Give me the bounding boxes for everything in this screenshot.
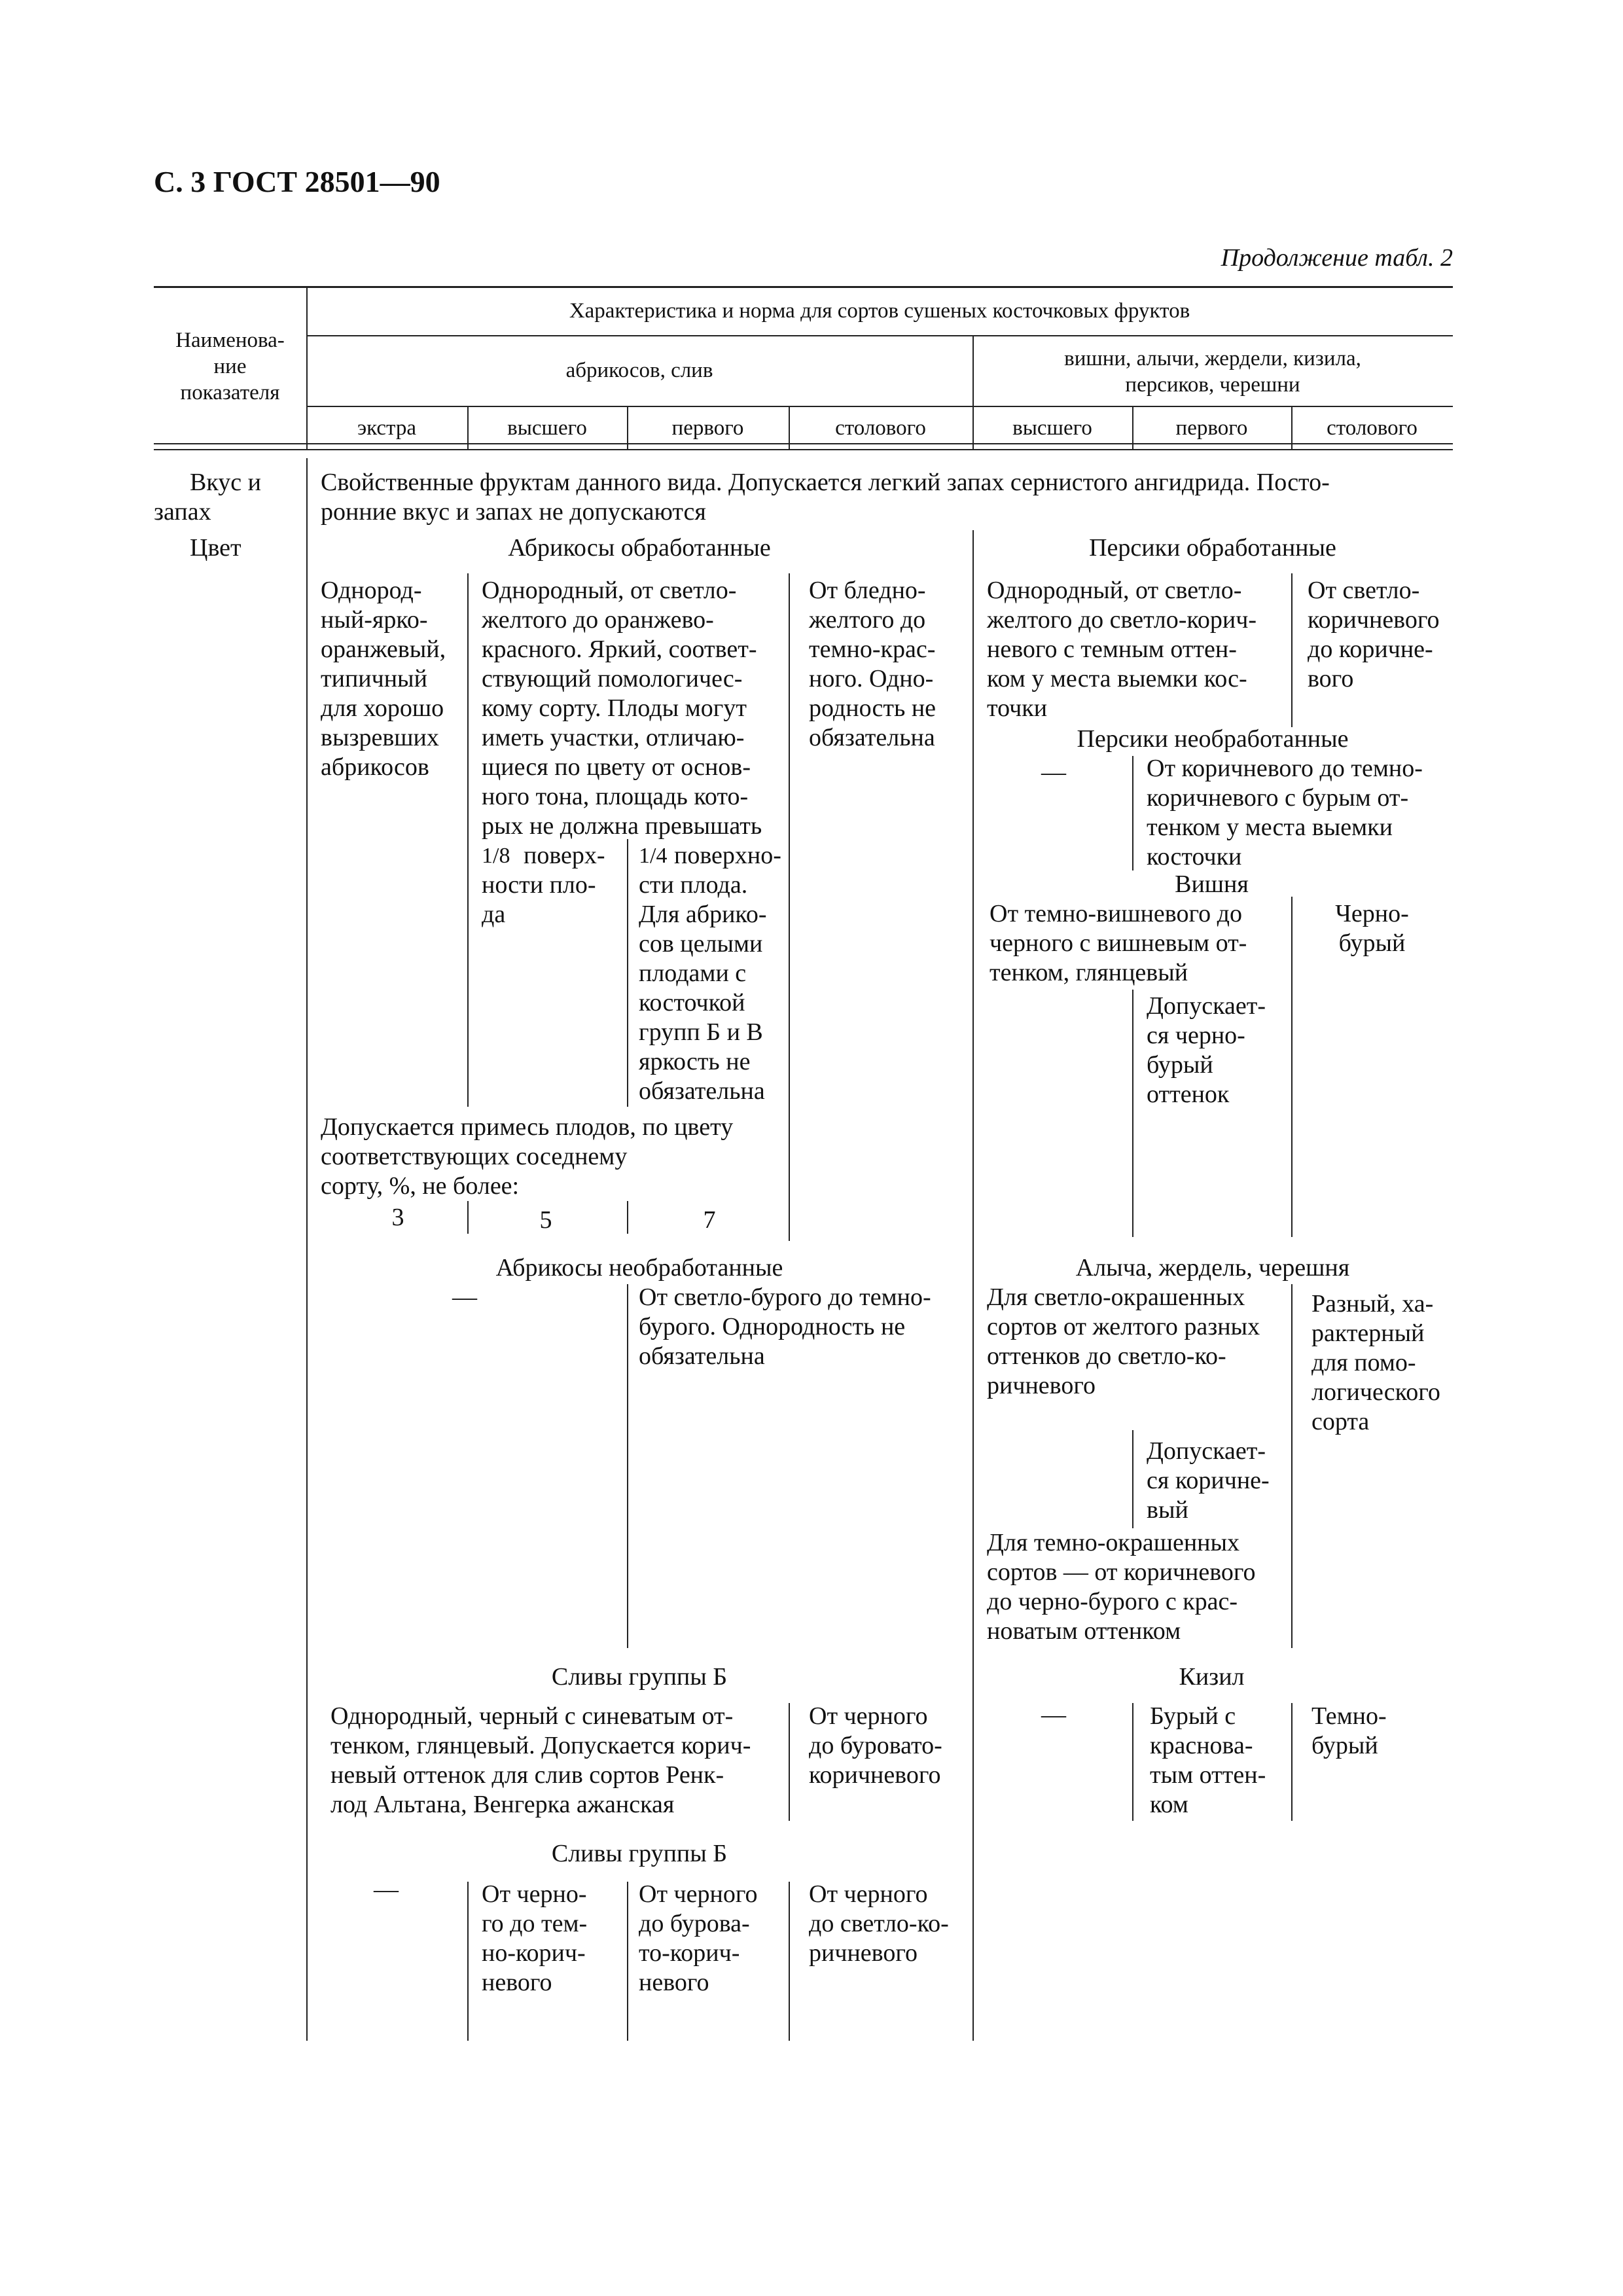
peach-table-1: От светло- (1308, 577, 1420, 604)
apricot-untreated-title: Абрикосы необработанные (495, 1254, 783, 1282)
peach-table-2: коричневого (1308, 606, 1440, 634)
cherry-plum-dark-2: сортов — от коричневого (987, 1558, 1256, 1586)
apricot-higher-tail-1: поверх- (524, 842, 605, 869)
cherry-plum-dark-1: Для темно-окрашенных (987, 1529, 1240, 1556)
apricot-extra-6: вызревших (321, 724, 439, 751)
admixture-1: Допускается примесь плодов, по цвету (321, 1113, 734, 1141)
apricot-first-tail-1: поверхно- (674, 842, 781, 869)
apricot-divider-first (627, 839, 628, 1107)
cherry-plum-title: Алыча, жердель, черешня (1075, 1254, 1350, 1282)
apricot-extra-5: для хорошо (321, 694, 444, 722)
apricot-higher-tail-2: ности пло- (482, 871, 596, 899)
apricot-table-5: родность не (809, 694, 936, 722)
cornel-table-1: Темно- (1311, 1702, 1387, 1730)
plum-b1-ef-4: лод Альтана, Венгерка ажанская (330, 1791, 675, 1818)
plum-b2-extra: — (374, 1876, 399, 1903)
group-apricots-header: абрикосов, слив (565, 359, 713, 382)
plum-b1-table-3: коричневого (809, 1761, 941, 1789)
taste-text-1: Свойственные фруктам данного вида. Допускается легкий запах сернистого ангидрида. Посто- (321, 469, 1330, 496)
cherry-table-1: Черно- (1335, 900, 1409, 927)
cherry-plum-dark-3: до черно-бурого с крас- (987, 1588, 1238, 1615)
apricot-first-tail-6: косточкой (639, 989, 745, 1016)
cherry-plum-table-3: для помо- (1311, 1349, 1416, 1376)
apricot-first-tail-5: плодами с (639, 960, 747, 987)
continuation-label: Продолжение табл. 2 (1221, 244, 1453, 272)
apricot-higher-fraction: 1/8 (482, 844, 510, 868)
plum-b2-divider-first (627, 1882, 628, 2041)
taste-text-2: ронние вкус и запах не допускаются (321, 498, 706, 526)
header-rule-3b (154, 449, 1453, 450)
peach-hf-1: Однородный, от светло- (987, 577, 1242, 604)
header-rule-1 (306, 335, 1453, 336)
apricot-extra-4: типичный (321, 665, 427, 692)
body-divider-groups (972, 530, 974, 2041)
cherry-plum-table-1: Разный, ха- (1311, 1290, 1434, 1318)
cherry-plum-table-2: рактерный (1311, 1319, 1425, 1347)
plum-b2-table-3: ричневого (809, 1939, 918, 1967)
cherry-plum-light-3: оттенков до светло-ко- (987, 1342, 1226, 1370)
plum-b2-higher-1: От черно- (482, 1880, 587, 1908)
cherry-plum-dark-4: новатым оттенком (987, 1617, 1181, 1645)
plum-b2-first-4: невого (639, 1969, 709, 1996)
apricot-first-fraction: 1/4 (639, 844, 668, 868)
apricot-first-tail-4: сов целыми (639, 930, 763, 958)
cherry-plum-light-1: Для светло-окрашенных (987, 1283, 1245, 1311)
apricot-untreated-ft-3: обязательна (639, 1342, 765, 1370)
apricot-hf-7: щиеся по цвету от основ- (482, 753, 751, 781)
cherry-title: Вишня (1175, 870, 1249, 898)
plum-b2-table-1: От черного (809, 1880, 928, 1908)
plum-b2-table-2: до светло-ко- (809, 1910, 949, 1937)
admixture-divider-1 (467, 1201, 469, 1234)
cherry-table-2: бурый (1338, 929, 1406, 957)
plum-b2-higher-2: го до тем- (482, 1910, 588, 1937)
apricot-table-2: желтого до (809, 606, 926, 634)
plum-b2-first-1: От черного (639, 1880, 758, 1908)
peach-divider (1291, 573, 1293, 727)
apricot-first-tail-7: групп Б и В (639, 1018, 763, 1046)
indicator-header-3: показателя (180, 381, 280, 404)
apricot-table-1: От бледно- (809, 577, 926, 604)
peach-untreated-higher: — (1041, 759, 1066, 786)
color-label: Цвет (190, 534, 241, 562)
plum-b2-divider-higher (467, 1882, 469, 2041)
grade-first-cherry: первого (1175, 416, 1248, 440)
apricot-untreated-divider (627, 1284, 628, 1648)
apricot-first-tail-9: обязательна (639, 1077, 765, 1105)
peach-table-4: вого (1308, 665, 1354, 692)
cherry-plum-light-2: сортов от желтого разных (987, 1313, 1260, 1340)
cornel-table-2: бурый (1311, 1732, 1378, 1759)
cherry-plum-note-3: вый (1147, 1496, 1188, 1524)
apricot-table-3: темно-крас- (809, 636, 936, 663)
cherry-hf-1: От темно-вишневого до (990, 900, 1242, 927)
apricot-first-tail-3: Для абрико- (639, 901, 767, 928)
main-caption: Характеристика и норма для сортов сушеных косточковых фруктов (569, 299, 1190, 323)
grade-higher-apricot: высшего (507, 416, 587, 440)
cornel-higher: — (1041, 1701, 1066, 1729)
grade-table-apricot: столового (835, 416, 926, 440)
group-cherries-header-2: персиков, черешни (1125, 373, 1300, 397)
peach-hf-5: точки (987, 694, 1048, 722)
apricot-extra-7: абрикосов (321, 753, 429, 781)
cherry-plum-light-4: ричневого (987, 1372, 1096, 1399)
indicator-header-2: ние (213, 355, 247, 378)
plum-b2-title: Сливы группы Б (551, 1840, 728, 1867)
grade-table-cherry: столового (1327, 416, 1418, 440)
apricot-hf-8: ного тона, площадь кото- (482, 783, 749, 810)
admixture-extra: 3 (391, 1204, 404, 1231)
apricot-table-4: ного. Одно- (809, 665, 934, 692)
taste-label-1: Вкус и (190, 469, 261, 496)
apricot-hf-4: ствующий помологичес- (482, 665, 743, 692)
cornel-title: Кизил (1179, 1663, 1245, 1691)
cherry-plum-table-4: логического (1311, 1378, 1440, 1406)
cherry-hf-2: черного с вишневым от- (990, 929, 1247, 957)
cherry-note-1: Допускает- (1147, 992, 1266, 1020)
grade-first-apricot: первого (671, 416, 744, 440)
cornel-first-1: Бурый с (1150, 1702, 1236, 1730)
apricot-hf-6: иметь участки, отличаю- (482, 724, 745, 751)
cherry-note-2: ся черно- (1147, 1022, 1245, 1049)
cherry-divider-first (1132, 990, 1133, 1237)
cherry-note-4: оттенок (1147, 1081, 1230, 1108)
peach-untreated-title: Персики необработанные (1077, 725, 1349, 753)
cornel-first-2: краснова- (1150, 1732, 1253, 1759)
plum-b2-higher-4: невого (482, 1969, 552, 1996)
apricot-divider-table (789, 573, 790, 1241)
indicator-header-1: Наименова- (175, 329, 285, 352)
header-rule-2 (306, 406, 1453, 407)
cherry-plum-table-5: сорта (1311, 1408, 1370, 1435)
admixture-3: сорту, %, не более: (321, 1172, 520, 1200)
apricot-divider-higher (467, 573, 469, 1107)
admixture-divider-2 (627, 1201, 628, 1234)
apricot-hf-3: красного. Яркий, соответ- (482, 636, 757, 663)
page-header: С. 3 ГОСТ 28501—90 (154, 165, 440, 198)
plum-b1-table-1: От черного (809, 1702, 928, 1730)
cornel-divider-first (1132, 1703, 1133, 1821)
plum-b1-ef-3: невый оттенок для слив сортов Ренк- (330, 1761, 724, 1789)
plum-b1-table-2: до буровато- (809, 1732, 942, 1759)
peach-untreated-ft-4: косточки (1147, 843, 1242, 870)
cornel-divider-table (1291, 1703, 1293, 1821)
plum-b2-higher-3: но-корич- (482, 1939, 586, 1967)
peach-untreated-ft-1: От коричневого до темно- (1147, 755, 1423, 782)
peach-hf-2: желтого до светло-корич- (987, 606, 1257, 634)
cherry-note-3: бурый (1147, 1051, 1213, 1079)
apricot-higher-tail-3: да (482, 901, 506, 928)
apricot-extra-2: ный-ярко- (321, 606, 428, 634)
plum-b1-ef-1: Однородный, черный с синеватым от- (330, 1702, 734, 1730)
peach-hf-4: ком у места выемки кос- (987, 665, 1247, 692)
body-divider-indicator (306, 458, 308, 2041)
taste-label-2: запах (154, 498, 211, 526)
admixture-higher: 5 (539, 1206, 552, 1234)
table-top-rule (154, 286, 1453, 288)
apricot-first-tail-8: яркость не (639, 1048, 751, 1075)
cherry-hf-3: тенком, глянцевый (990, 959, 1188, 986)
apricot-untreated-dash: — (452, 1283, 477, 1311)
grade-extra: экстра (357, 416, 416, 440)
peach-table-3: до коричне- (1308, 636, 1433, 663)
apricot-extra-1: Однород- (321, 577, 422, 604)
peach-hf-3: невого с темным оттен- (987, 636, 1237, 663)
peach-untreated-divider (1132, 756, 1133, 870)
plum-cherry-divider-first (1132, 1430, 1133, 1528)
grade-higher-cherry: высшего (1012, 416, 1092, 440)
plum-b2-divider-table (789, 1882, 790, 2041)
header-rule-3a (154, 443, 1453, 444)
admixture-first: 7 (703, 1206, 716, 1234)
plum-b2-first-2: до бурова- (639, 1910, 750, 1937)
apricot-first-tail-2: сти плода. (639, 871, 748, 899)
peach-treated-title: Персики обработанные (1089, 534, 1336, 562)
apricot-hf-1: Однородный, от светло- (482, 577, 737, 604)
plum-b2-first-3: то-корич- (639, 1939, 740, 1967)
plum-b1-title: Сливы группы Б (551, 1663, 728, 1691)
apricot-untreated-ft-2: бурого. Однородность не (639, 1313, 906, 1340)
plum-b1-divider (789, 1703, 790, 1821)
cherry-plum-note-2: ся коричне- (1147, 1467, 1270, 1494)
cherry-plum-note-1: Допускает- (1147, 1437, 1266, 1465)
cornel-first-3: тым оттен- (1150, 1761, 1266, 1789)
plum-b1-ef-2: тенком, глянцевый. Допускается корич- (330, 1732, 751, 1759)
apricot-table-6: обязательна (809, 724, 935, 751)
peach-untreated-ft-2: коричневого с бурым от- (1147, 784, 1409, 812)
apricot-hf-9: рых не должна превышать (482, 812, 762, 840)
apricot-treated-title: Абрикосы обработанные (508, 534, 771, 562)
apricot-hf-2: желтого до оранжево- (482, 606, 714, 634)
cornel-first-4: ком (1150, 1791, 1188, 1818)
plum-cherry-divider-table (1291, 1284, 1293, 1648)
peach-untreated-ft-3: тенком у места выемки (1147, 814, 1393, 841)
apricot-untreated-ft-1: От светло-бурого до темно- (639, 1283, 931, 1311)
apricot-hf-5: кому сорту. Плоды могут (482, 694, 747, 722)
admixture-2: соответствующих соседнему (321, 1143, 628, 1170)
group-cherries-header-1: вишни, алычи, жердели, кизила, (1064, 347, 1361, 370)
apricot-extra-3: оранжевый, (321, 636, 446, 663)
